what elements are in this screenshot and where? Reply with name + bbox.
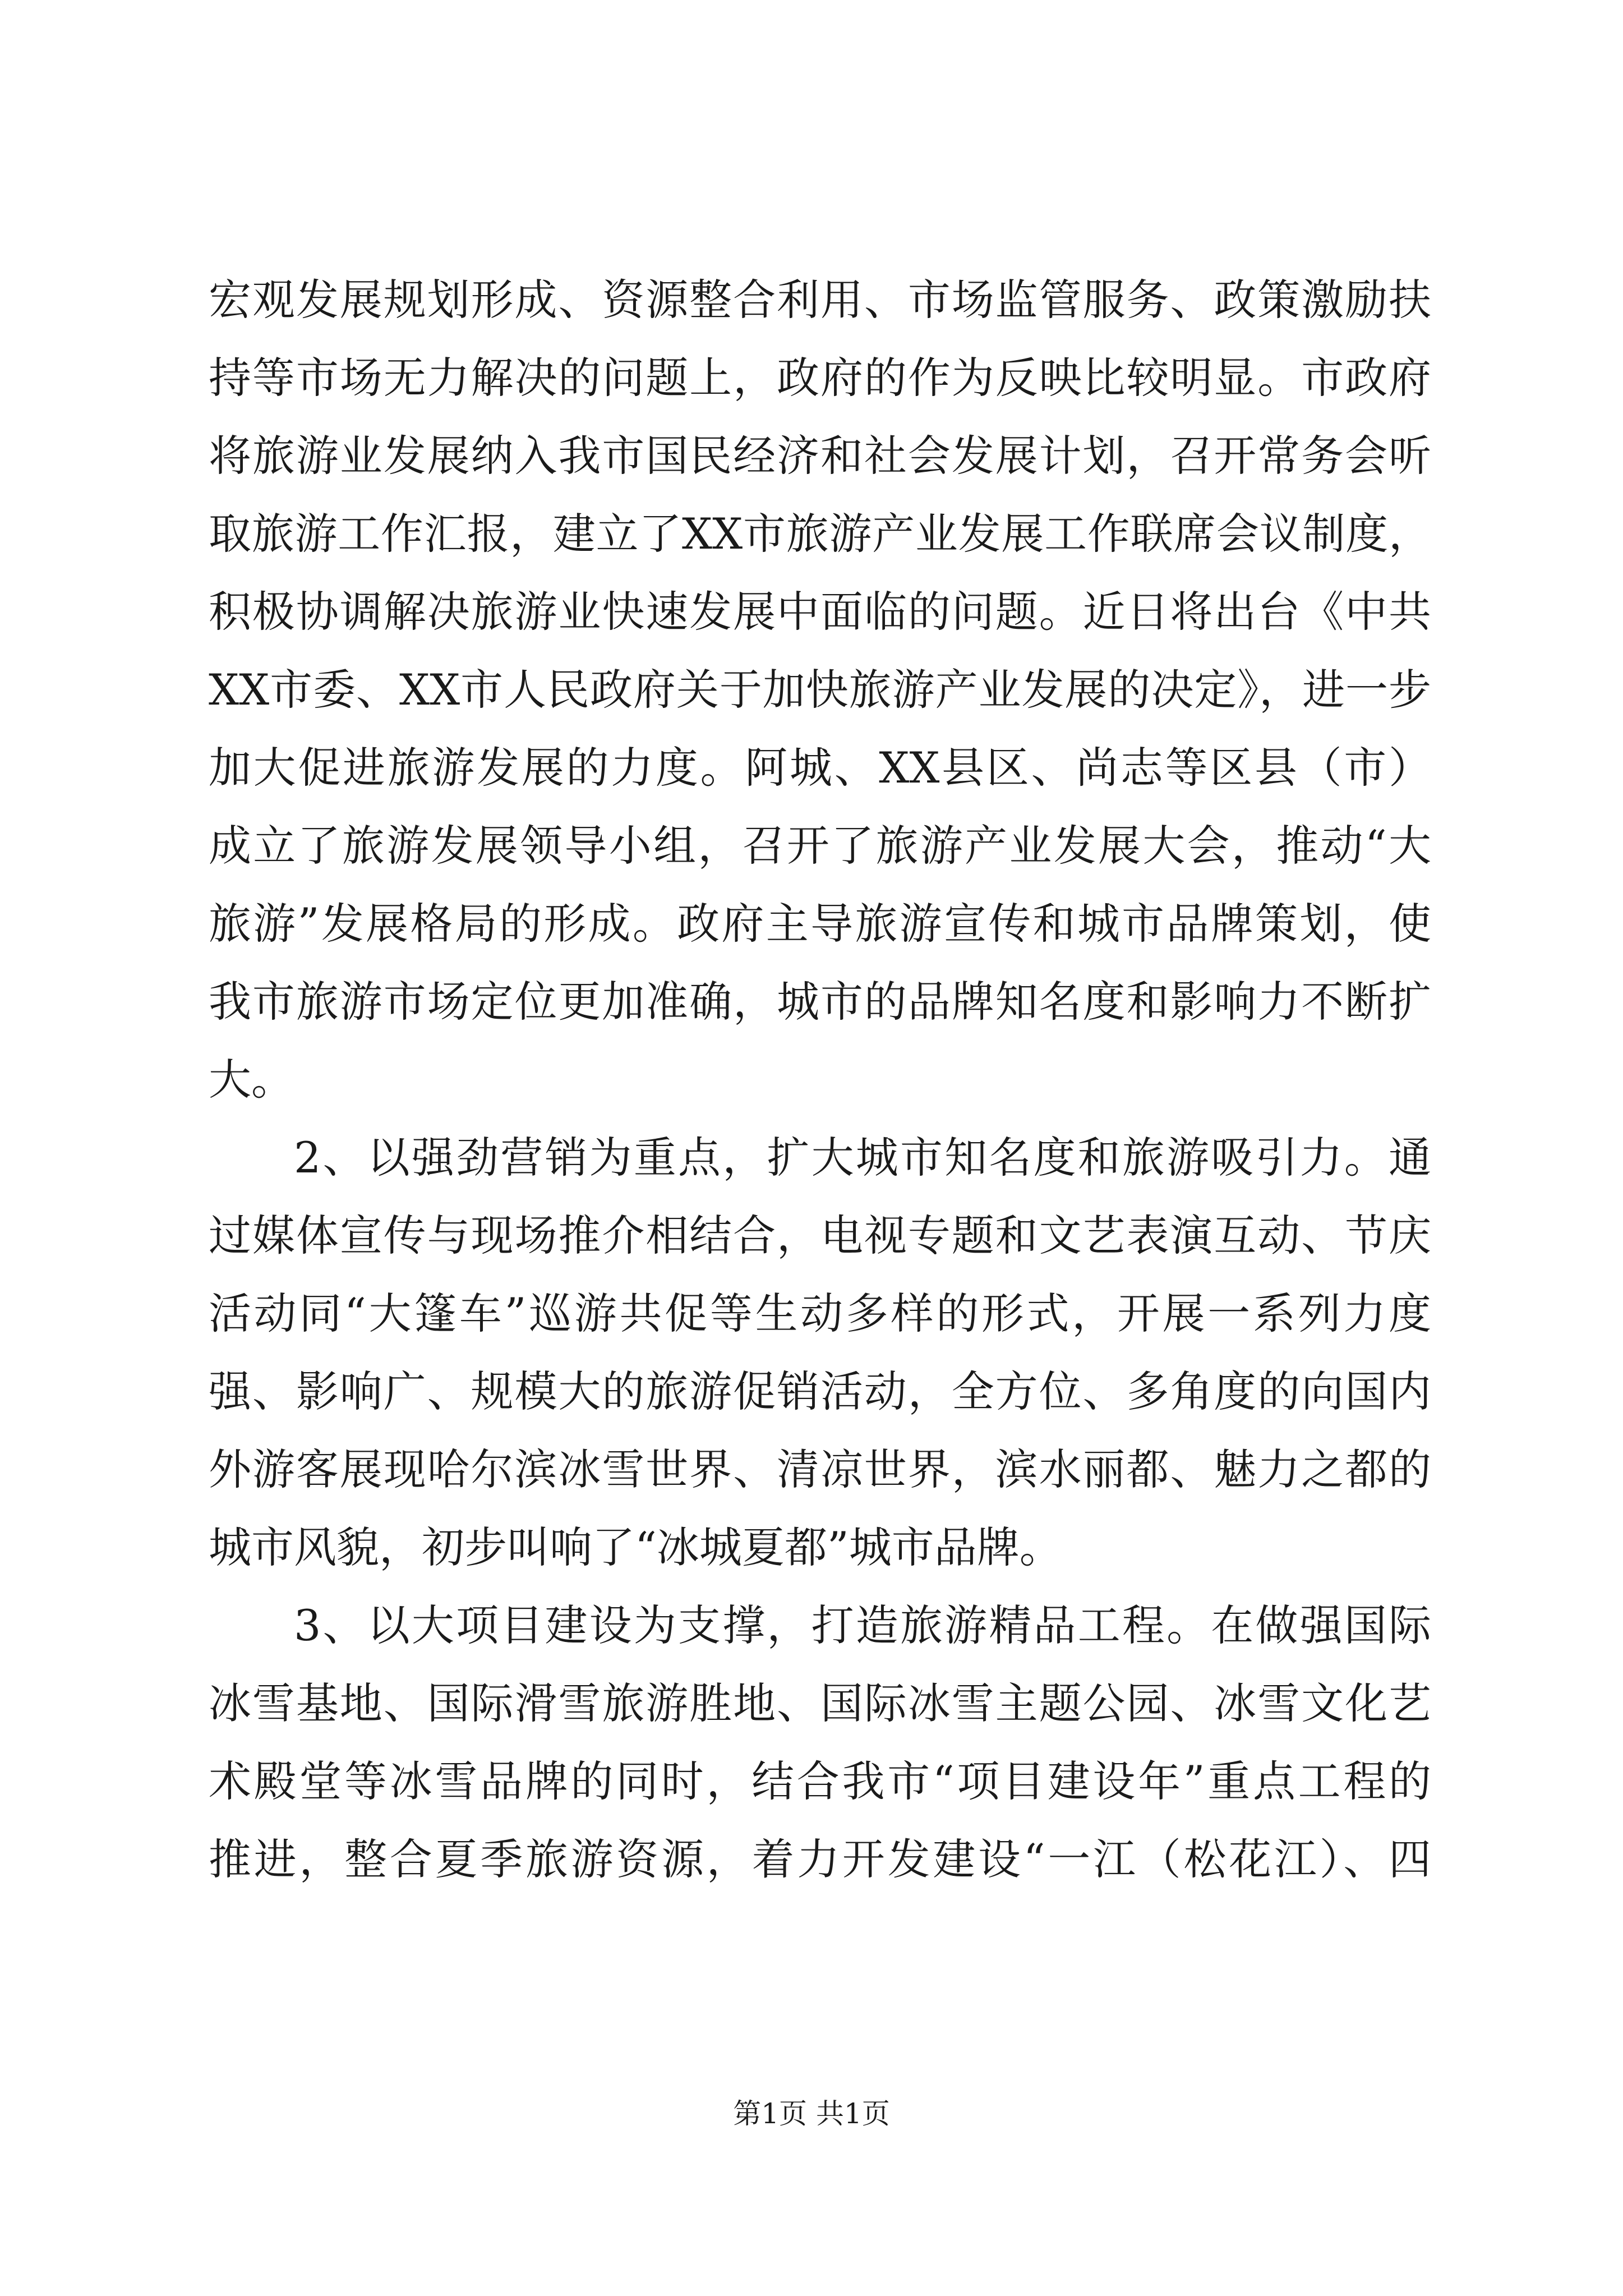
text-line: 持等市场无力解决的问题上，政府的作为反映比较明显。市政府 <box>209 353 1431 403</box>
text-line: XX市委、XX市人民政府关于加快旅游产业发展的决定》，进一步 <box>209 665 1431 715</box>
text-line: 2、以强劲营销为重点，扩大城市知名度和旅游吸引力。通 <box>294 1133 1431 1182</box>
text-line: 积极协调解决旅游业快速发展中面临的问题。近日将出台《中共 <box>209 587 1431 637</box>
text-line: 城市风貌，初步叫响了“冰城夏都”城市品牌。 <box>209 1522 1062 1572</box>
text-line: 术殿堂等冰雪品牌的同时，结合我市“项目建设年”重点工程的 <box>209 1756 1431 1806</box>
text-line: 活动同“大篷车”巡游共促等生动多样的形式，开展一系列力度 <box>209 1289 1431 1338</box>
text-line: 外游客展现哈尔滨冰雪世界、清凉世界，滨水丽都、魅力之都的 <box>209 1444 1431 1494</box>
text-line: 加大促进旅游发展的力度。阿城、XX县区、尚志等区县（市） <box>209 743 1431 793</box>
body-text <box>209 261 1431 1898</box>
text-line: 冰雪基地、国际滑雪旅游胜地、国际冰雪主题公园、冰雪文化艺 <box>209 1678 1431 1728</box>
text-line: 旅游”发展格局的形成。政府主导旅游宣传和城市品牌策划，使 <box>209 899 1431 949</box>
text-line: 宏观发展规划形成、资源整合利用、市场监管服务、政策激励扶 <box>209 275 1431 325</box>
page-footer: 第1页 共1页 <box>733 2097 890 2130</box>
text-line: 推进，整合夏季旅游资源，着力开发建设“一江（松花江）、四 <box>209 1834 1431 1884</box>
text-line: 将旅游业发展纳入我市国民经济和社会发展计划，召开常务会听 <box>209 431 1431 481</box>
text-line: 3、以大项目建设为支撑，打造旅游精品工程。在做强国际 <box>294 1600 1431 1650</box>
text-line: 强、影响广、规模大的旅游促销活动，全方位、多角度的向国内 <box>209 1366 1431 1416</box>
text-line: 大。 <box>209 1055 294 1105</box>
text-line: 取旅游工作汇报，建立了XX市旅游产业发展工作联席会议制度， <box>209 509 1431 559</box>
text-line: 过媒体宣传与现场推介相结合，电视专题和文艺表演互动、节庆 <box>209 1211 1431 1260</box>
text-line: 成立了旅游发展领导小组，召开了旅游产业发展大会，推动“大 <box>209 821 1431 871</box>
text-line: 我市旅游市场定位更加准确，城市的品牌知名度和影响力不断扩 <box>209 977 1431 1027</box>
